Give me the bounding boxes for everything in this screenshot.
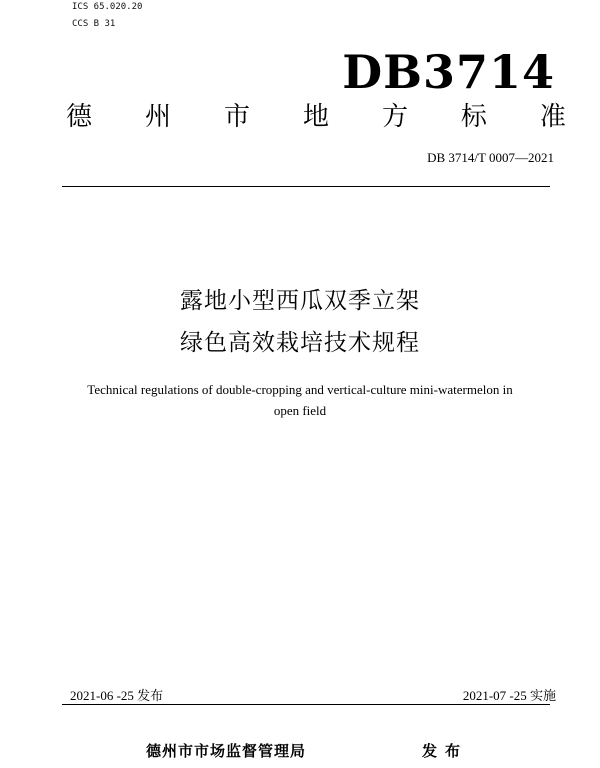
issue-date: 2021-06 -25 发布 <box>70 688 164 703</box>
standard-type-heading <box>66 100 566 134</box>
title-english-line-2: open field <box>273 403 327 418</box>
standard-code: DB3714 <box>342 45 555 99</box>
implementation-date: 2021-07 -25 实施 <box>462 688 556 703</box>
title-chinese-line-1: 露地小型西瓜双季立架 <box>180 288 420 314</box>
standard-type-char: 方 <box>381 102 408 132</box>
bottom-divider <box>62 704 550 705</box>
standard-type-char: 标 <box>460 102 487 132</box>
top-divider <box>62 186 550 187</box>
standard-type-char: 准 <box>539 102 566 132</box>
publish-label: 发布 <box>422 742 469 760</box>
standard-type-char: 德 <box>66 102 93 132</box>
standard-number: DB 3714/T 0007—2021 <box>427 150 554 165</box>
standard-type-char: 州 <box>144 102 171 132</box>
ccs-code: CCS B 31 <box>72 19 116 29</box>
title-english-line-1: Technical regulations of double-cropping and vertical-culture mini-watermelon in <box>87 382 513 397</box>
ics-code: ICS 65.020.20 <box>72 2 143 12</box>
issuing-authority: 德州市市场监督管理局 <box>146 742 307 760</box>
standard-type-char: 市 <box>223 102 250 132</box>
standard-type-char: 地 <box>302 102 329 132</box>
title-chinese-line-2: 绿色高效栽培技术规程 <box>180 330 420 356</box>
